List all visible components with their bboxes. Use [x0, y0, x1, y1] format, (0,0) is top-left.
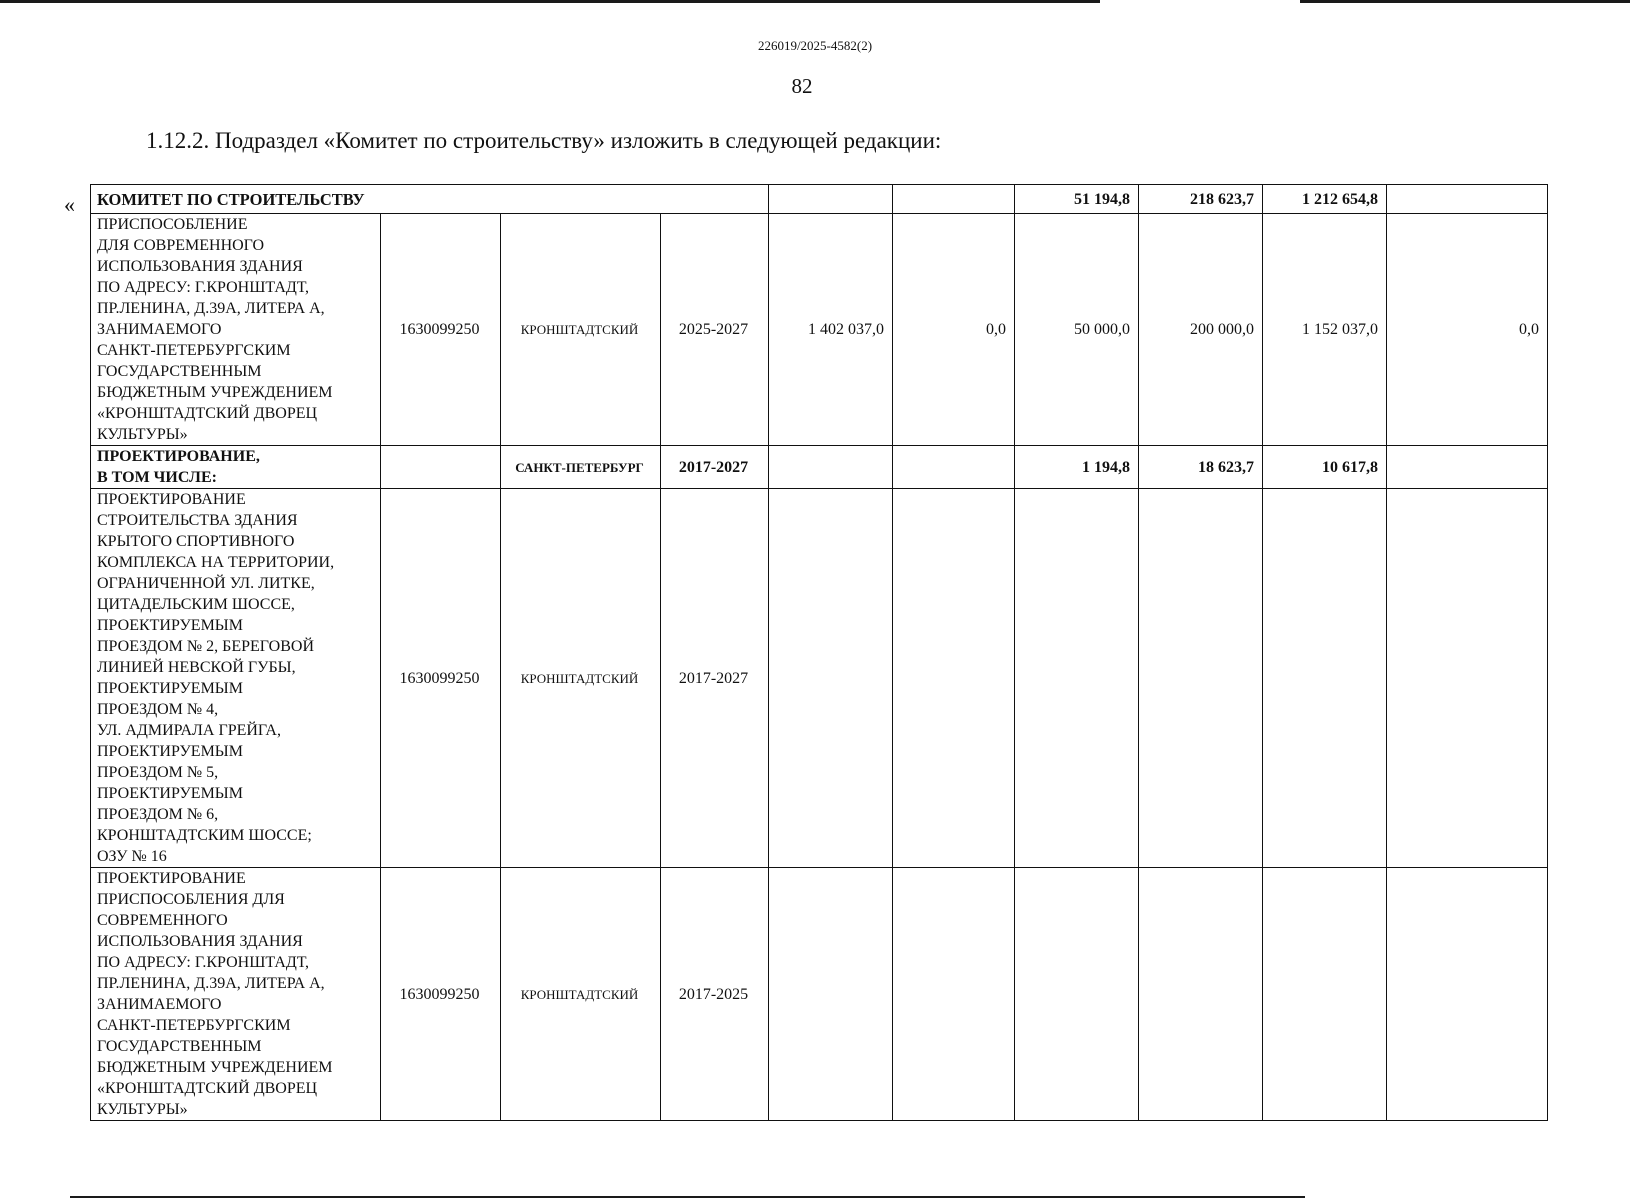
table-row — [91, 489, 1548, 868]
cell-prior — [893, 185, 1015, 214]
table-row — [91, 446, 1548, 489]
cell-total: 1 402 037,0 — [769, 214, 893, 446]
cell-2026: 18 623,7 — [1139, 446, 1263, 489]
budget-table — [90, 184, 1548, 1121]
object-name-line: ИСПОЛЬЗОВАНИЯ ЗДАНИЯ — [97, 933, 303, 950]
object-name-line: В ТОМ ЧИСЛЕ: — [97, 469, 217, 486]
object-name-line: СОВРЕМЕННОГО — [97, 912, 228, 929]
object-name-line: БЮДЖЕТНЫМ УЧРЕЖДЕНИЕМ — [97, 1059, 333, 1076]
cell-after — [1387, 185, 1548, 214]
object-years: 2025-2027 — [661, 214, 769, 446]
cell-2026 — [1139, 489, 1263, 868]
object-name-line: ЗАНИМАЕМОГО — [97, 996, 222, 1013]
object-name — [91, 446, 381, 489]
committee-name: КОМИТЕТ ПО СТРОИТЕЛЬСТВУ — [91, 185, 769, 214]
object-years: 2017-2027 — [661, 489, 769, 868]
object-name-line: ПРОЕЗДОМ № 2, БЕРЕГОВОЙ — [97, 638, 314, 655]
object-name-line: ПРОЕКТИРУЕМЫМ — [97, 785, 243, 802]
object-name-line: ГОСУДАРСТВЕННЫМ — [97, 363, 262, 380]
cell-total — [769, 446, 893, 489]
cell-total — [769, 489, 893, 868]
object-name-line: КУЛЬТУРЫ» — [97, 426, 188, 443]
cell-2025: 51 194,8 — [1015, 185, 1139, 214]
object-name-line: ОЗУ № 16 — [97, 848, 167, 865]
object-name-line: ЦИТАДЕЛЬСКИМ ШОССЕ, — [97, 596, 295, 613]
object-code: 1630099250 — [381, 868, 501, 1121]
cell-2025: 1 194,8 — [1015, 446, 1139, 489]
object-name-line: КРЫТОГО СПОРТИВНОГО — [97, 533, 295, 550]
object-code: 1630099250 — [381, 489, 501, 868]
object-name-line: ПРОЕКТИРОВАНИЕ — [97, 491, 246, 508]
object-name-line: ПРИСПОСОБЛЕНИЕ — [97, 216, 248, 233]
object-name-line: ПО АДРЕСУ: Г.КРОНШТАДТ, — [97, 279, 309, 296]
cell-2027 — [1263, 868, 1387, 1121]
object-name — [91, 868, 381, 1121]
object-name-line: ЗАНИМАЕМОГО — [97, 321, 222, 338]
object-name-line: «КРОНШТАДТСКИЙ ДВОРЕЦ — [97, 405, 318, 422]
cell-total — [769, 185, 893, 214]
object-name-line: ПР.ЛЕНИНА, Д.39А, ЛИТЕРА А, — [97, 975, 325, 992]
object-code — [381, 446, 501, 489]
object-years: 2017-2025 — [661, 868, 769, 1121]
cell-2027 — [1263, 489, 1387, 868]
scan-edge-top-right — [1300, 0, 1630, 3]
object-name-line: КОМПЛЕКСА НА ТЕРРИТОРИИ, — [97, 554, 335, 571]
object-name-line: САНКТ-ПЕТЕРБУРГСКИМ — [97, 342, 291, 359]
object-name-line: БЮДЖЕТНЫМ УЧРЕЖДЕНИЕМ — [97, 384, 333, 401]
object-district: САНКТ-ПЕТЕРБУРГ — [501, 446, 661, 489]
scan-edge-bottom — [70, 1196, 1305, 1198]
document-number: 226019/2025-4582(2) — [757, 38, 873, 53]
object-name-line: ПО АДРЕСУ: Г.КРОНШТАДТ, — [97, 954, 309, 971]
object-code: 1630099250 — [381, 214, 501, 446]
cell-2025 — [1015, 868, 1139, 1121]
cell-total — [769, 868, 893, 1121]
cell-after — [1387, 489, 1548, 868]
object-name — [91, 489, 381, 868]
object-name-line: КРОНШТАДТСКИМ ШОССЕ; — [97, 827, 312, 844]
page-number: 82 — [791, 74, 813, 98]
section-heading: 1.12.2. Подраздел «Комитет по строительству» изложить в следующей редакции: — [146, 128, 942, 153]
object-name-line: ПРОЕКТИРОВАНИЕ — [97, 870, 246, 887]
object-name — [91, 214, 381, 446]
object-name-line: ОГРАНИЧЕННОЙ УЛ. ЛИТКЕ, — [97, 575, 315, 592]
object-years: 2017-2027 — [661, 446, 769, 489]
table-row — [91, 214, 1548, 446]
cell-after — [1387, 868, 1548, 1121]
object-name-line: ГОСУДАРСТВЕННЫМ — [97, 1038, 262, 1055]
opening-quote-mark: « — [64, 192, 75, 217]
cell-2025: 50 000,0 — [1015, 214, 1139, 446]
object-name-line: ПРОЕЗДОМ № 6, — [97, 806, 219, 823]
cell-prior — [893, 489, 1015, 868]
object-district: КРОНШТАДТСКИЙ — [501, 214, 661, 446]
object-name-line: САНКТ-ПЕТЕРБУРГСКИМ — [97, 1017, 291, 1034]
cell-prior — [893, 868, 1015, 1121]
object-name-line: КУЛЬТУРЫ» — [97, 1101, 188, 1118]
cell-2026: 218 623,7 — [1139, 185, 1263, 214]
object-name-line: ПРОЕКТИРУЕМЫМ — [97, 617, 243, 634]
object-district: КРОНШТАДТСКИЙ — [501, 489, 661, 868]
object-name-line: ПРИСПОСОБЛЕНИЯ ДЛЯ — [97, 891, 285, 908]
object-name-line: «КРОНШТАДТСКИЙ ДВОРЕЦ — [97, 1080, 318, 1097]
cell-after: 0,0 — [1387, 214, 1548, 446]
object-name-line: ПРОЕЗДОМ № 5, — [97, 764, 219, 781]
committee-total-row — [91, 185, 1548, 214]
object-name-line: ИСПОЛЬЗОВАНИЯ ЗДАНИЯ — [97, 258, 303, 275]
object-name-line: СТРОИТЕЛЬСТВА ЗДАНИЯ — [97, 512, 298, 529]
object-name-line: ПР.ЛЕНИНА, Д.39А, ЛИТЕРА А, — [97, 300, 325, 317]
object-name-line: ПРОЕКТИРУЕМЫМ — [97, 743, 243, 760]
object-name-line: УЛ. АДМИРАЛА ГРЕЙГА, — [97, 722, 281, 739]
table-row — [91, 868, 1548, 1121]
cell-after — [1387, 446, 1548, 489]
scan-edge-top-left — [0, 0, 1100, 3]
cell-2027: 1 212 654,8 — [1263, 185, 1387, 214]
object-name-line: ПРОЕКТИРОВАНИЕ, — [97, 448, 260, 465]
object-name-line: ПРОЕЗДОМ № 4, — [97, 701, 219, 718]
object-name-line: ЛИНИЕЙ НЕВСКОЙ ГУБЫ, — [97, 659, 296, 676]
cell-prior: 0,0 — [893, 214, 1015, 446]
object-name-line: ПРОЕКТИРУЕМЫМ — [97, 680, 243, 697]
object-name-line: ДЛЯ СОВРЕМЕННОГО — [97, 237, 265, 254]
cell-2026 — [1139, 868, 1263, 1121]
cell-2027: 1 152 037,0 — [1263, 214, 1387, 446]
cell-prior — [893, 446, 1015, 489]
object-district: КРОНШТАДТСКИЙ — [501, 868, 661, 1121]
cell-2025 — [1015, 489, 1139, 868]
cell-2026: 200 000,0 — [1139, 214, 1263, 446]
cell-2027: 10 617,8 — [1263, 446, 1387, 489]
